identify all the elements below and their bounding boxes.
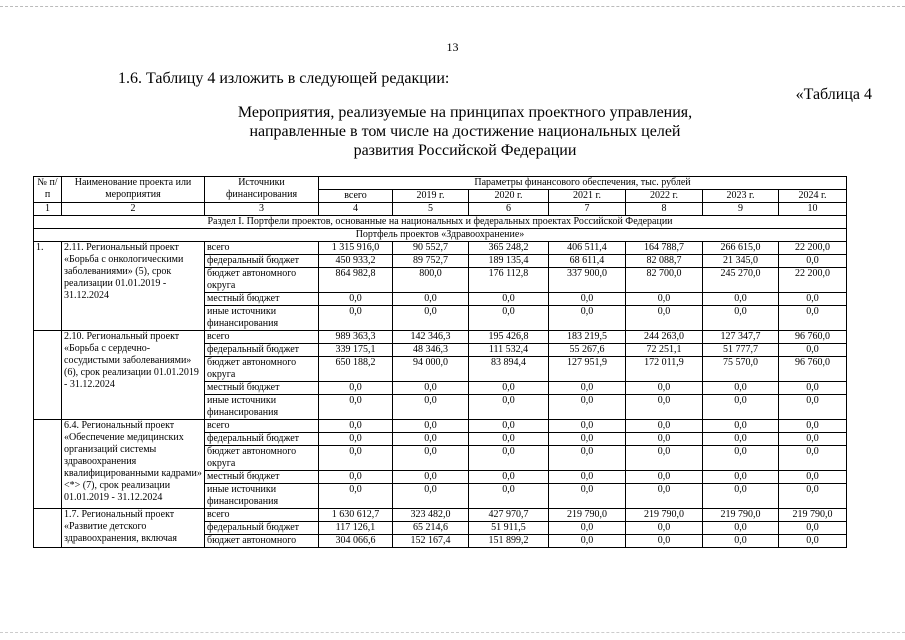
title-line: развития Российской Федерации: [353, 142, 577, 159]
amount-cell: 22 200,0: [779, 268, 847, 293]
amount-cell: 1 630 612,7: [319, 509, 393, 522]
amount-cell: 427 970,7: [469, 509, 549, 522]
amount-cell: 0,0: [393, 420, 469, 433]
amount-cell: 0,0: [626, 395, 703, 420]
amount-cell: 164 788,7: [626, 242, 703, 255]
amount-cell: 75 570,0: [703, 357, 779, 382]
project-name: 1.7. Региональный проект «Развитие детского здравоохранения, включая: [62, 509, 205, 548]
funding-source: бюджет автономного округа: [205, 446, 319, 471]
funding-source: всего: [205, 420, 319, 433]
amount-cell: 0,0: [319, 395, 393, 420]
funding-source: федеральный бюджет: [205, 433, 319, 446]
amount-cell: 219 790,0: [549, 509, 626, 522]
amount-cell: 72 251,1: [626, 344, 703, 357]
amount-cell: 0,0: [626, 535, 703, 548]
amount-cell: 0,0: [626, 382, 703, 395]
amount-cell: 0,0: [393, 446, 469, 471]
amount-cell: 0,0: [393, 395, 469, 420]
amount-cell: 1 315 916,0: [319, 242, 393, 255]
amount-cell: 0,0: [469, 446, 549, 471]
amount-cell: 0,0: [779, 484, 847, 509]
amount-cell: 0,0: [703, 484, 779, 509]
amount-cell: 266 615,0: [703, 242, 779, 255]
funding-source: местный бюджет: [205, 293, 319, 306]
amount-cell: 0,0: [319, 382, 393, 395]
amount-cell: 304 066,6: [319, 535, 393, 548]
title-line: Мероприятия, реализуемые на принципах проектного управления,: [237, 104, 693, 121]
funding-source: бюджет автономного округа: [205, 357, 319, 382]
amount-cell: 0,0: [549, 395, 626, 420]
scan-edge-top: [0, 6, 905, 8]
amount-cell: 0,0: [469, 471, 549, 484]
table-row: [34, 509, 847, 522]
index-cell: 3: [205, 203, 319, 216]
project-name: 2.10. Региональный проект «Борьба с сердечно-сосудистыми заболеваниями» (6), срок реализации 01.01.2019 - 31.12.2024: [62, 331, 205, 420]
funding-source: федеральный бюджет: [205, 344, 319, 357]
amount-cell: 111 532,4: [469, 344, 549, 357]
amount-cell: 0,0: [779, 395, 847, 420]
amount-cell: 127 951,9: [549, 357, 626, 382]
amount-cell: 22 200,0: [779, 242, 847, 255]
amount-cell: 0,0: [469, 293, 549, 306]
amount-cell: 0,0: [703, 306, 779, 331]
amount-cell: 0,0: [779, 382, 847, 395]
table-body: [34, 242, 847, 548]
amount-cell: 406 511,4: [549, 242, 626, 255]
row-number: [34, 509, 62, 548]
table-row: [34, 331, 847, 344]
amount-cell: 0,0: [393, 293, 469, 306]
header-num: № п/п: [34, 177, 62, 203]
table-label: «Таблица 4: [795, 86, 872, 103]
amount-cell: 0,0: [549, 306, 626, 331]
amount-cell: 245 270,0: [703, 268, 779, 293]
row-number: [34, 420, 62, 509]
amount-cell: 0,0: [319, 433, 393, 446]
portfolio-title: Портфель проектов «Здравоохранение»: [34, 229, 847, 242]
title-line: направленные в том числе на достижение национальных целей: [249, 123, 681, 140]
amount-cell: 0,0: [779, 535, 847, 548]
amount-cell: 0,0: [779, 433, 847, 446]
amount-cell: 176 112,8: [469, 268, 549, 293]
header-col-2022: 2022 г.: [626, 190, 703, 203]
amount-cell: 0,0: [779, 293, 847, 306]
header-col-2020: 2020 г.: [469, 190, 549, 203]
table-row: [34, 420, 847, 433]
financing-table: [33, 176, 847, 548]
amount-cell: 94 000,0: [393, 357, 469, 382]
amount-cell: 219 790,0: [779, 509, 847, 522]
amount-cell: 0,0: [549, 382, 626, 395]
amount-cell: 0,0: [626, 446, 703, 471]
amount-cell: 183 219,5: [549, 331, 626, 344]
amount-cell: 90 552,7: [393, 242, 469, 255]
amount-cell: 0,0: [469, 420, 549, 433]
amount-cell: 0,0: [549, 535, 626, 548]
amount-cell: 0,0: [319, 484, 393, 509]
amount-cell: 83 894,4: [469, 357, 549, 382]
amount-cell: 0,0: [703, 420, 779, 433]
amount-cell: 323 482,0: [393, 509, 469, 522]
amount-cell: 96 760,0: [779, 331, 847, 344]
amount-cell: 0,0: [626, 293, 703, 306]
amount-cell: 864 982,8: [319, 268, 393, 293]
amount-cell: 0,0: [779, 255, 847, 268]
amount-cell: 0,0: [703, 446, 779, 471]
amount-cell: 0,0: [393, 484, 469, 509]
amount-cell: 51 777,7: [703, 344, 779, 357]
amount-cell: 0,0: [393, 433, 469, 446]
index-cell: 9: [703, 203, 779, 216]
amount-cell: 0,0: [703, 395, 779, 420]
amount-cell: 0,0: [469, 395, 549, 420]
amount-cell: 0,0: [469, 382, 549, 395]
amount-cell: 0,0: [703, 433, 779, 446]
amount-cell: 0,0: [393, 306, 469, 331]
funding-source: федеральный бюджет: [205, 255, 319, 268]
amount-cell: 0,0: [549, 293, 626, 306]
funding-source: местный бюджет: [205, 471, 319, 484]
amount-cell: 219 790,0: [626, 509, 703, 522]
index-cell: 7: [549, 203, 626, 216]
amount-cell: 55 267,6: [549, 344, 626, 357]
amount-cell: 0,0: [319, 306, 393, 331]
amount-cell: 0,0: [779, 420, 847, 433]
amount-cell: 0,0: [319, 446, 393, 471]
amount-cell: 0,0: [703, 471, 779, 484]
index-cell: 2: [62, 203, 205, 216]
amount-cell: 0,0: [549, 522, 626, 535]
index-cell: 8: [626, 203, 703, 216]
amount-cell: 0,0: [549, 433, 626, 446]
amount-cell: 21 345,0: [703, 255, 779, 268]
amount-cell: 800,0: [393, 268, 469, 293]
amount-cell: 152 167,4: [393, 535, 469, 548]
header-col-2024: 2024 г.: [779, 190, 847, 203]
header-col-2021: 2021 г.: [549, 190, 626, 203]
header-name: Наименование проекта или мероприятия: [62, 177, 205, 203]
amount-cell: 0,0: [703, 293, 779, 306]
index-cell: 10: [779, 203, 847, 216]
funding-source: бюджет автономного округа: [205, 268, 319, 293]
amount-cell: 117 126,1: [319, 522, 393, 535]
amount-cell: 0,0: [626, 484, 703, 509]
amount-cell: 0,0: [626, 306, 703, 331]
funding-source: иные источники финансирования: [205, 395, 319, 420]
amount-cell: 0,0: [319, 471, 393, 484]
amount-cell: 0,0: [626, 471, 703, 484]
amount-cell: 0,0: [319, 420, 393, 433]
amount-cell: 0,0: [549, 420, 626, 433]
amount-cell: 172 011,9: [626, 357, 703, 382]
amount-cell: 82 700,0: [626, 268, 703, 293]
amount-cell: 0,0: [393, 382, 469, 395]
amount-cell: 337 900,0: [549, 268, 626, 293]
amount-cell: 89 752,7: [393, 255, 469, 268]
amount-cell: 339 175,1: [319, 344, 393, 357]
amount-cell: 82 088,7: [626, 255, 703, 268]
section-title: Раздел I. Портфели проектов, основанные на национальных и федеральных проектах Российской Федерации: [34, 216, 847, 229]
index-cell: 4: [319, 203, 393, 216]
amount-cell: 0,0: [703, 382, 779, 395]
funding-source: иные источники финансирования: [205, 484, 319, 509]
amount-cell: 365 248,2: [469, 242, 549, 255]
funding-source: местный бюджет: [205, 382, 319, 395]
row-number: 1.: [34, 242, 62, 331]
table-row: [34, 242, 847, 255]
amount-cell: 0,0: [626, 433, 703, 446]
amount-cell: 0,0: [626, 522, 703, 535]
funding-source: бюджет автономного: [205, 535, 319, 548]
index-cell: 1: [34, 203, 62, 216]
amount-cell: 0,0: [549, 484, 626, 509]
header-sources: Источники финансирования: [205, 177, 319, 203]
amendment-heading: 1.6. Таблицу 4 изложить в следующей редакции:: [118, 70, 450, 87]
amount-cell: 142 346,3: [393, 331, 469, 344]
amount-cell: 0,0: [393, 471, 469, 484]
amount-cell: 0,0: [319, 293, 393, 306]
funding-source: всего: [205, 331, 319, 344]
header-col-2019: 2019 г.: [393, 190, 469, 203]
amount-cell: 0,0: [469, 484, 549, 509]
amount-cell: 0,0: [779, 471, 847, 484]
index-cell: 6: [469, 203, 549, 216]
project-name: 6.4. Региональный проект «Обеспечение медицинских организаций системы здравоохранения квалифицированными кадрами» <*> (7), срок реализации 01.01.2019 - 31.12.2024: [62, 420, 205, 509]
amount-cell: 0,0: [779, 522, 847, 535]
header-col-total: всего: [319, 190, 393, 203]
amount-cell: 65 214,6: [393, 522, 469, 535]
amount-cell: 96 760,0: [779, 357, 847, 382]
amount-cell: 0,0: [779, 344, 847, 357]
amount-cell: 450 933,2: [319, 255, 393, 268]
funding-source: всего: [205, 509, 319, 522]
scan-edge-bottom: [0, 632, 905, 634]
amount-cell: 0,0: [703, 522, 779, 535]
amount-cell: 189 135,4: [469, 255, 549, 268]
amount-cell: 0,0: [549, 446, 626, 471]
amount-cell: 0,0: [703, 535, 779, 548]
amount-cell: 48 346,3: [393, 344, 469, 357]
amount-cell: 0,0: [469, 306, 549, 331]
row-number: [34, 331, 62, 420]
funding-source: федеральный бюджет: [205, 522, 319, 535]
index-cell: 5: [393, 203, 469, 216]
column-index-row: [34, 203, 847, 216]
amount-cell: 650 188,2: [319, 357, 393, 382]
project-name: 2.11. Региональный проект «Борьба с онкологическими заболеваниями» (5), срок реализации 01.01.2019 - 31.12.2024: [62, 242, 205, 331]
amount-cell: 219 790,0: [703, 509, 779, 522]
amount-cell: 0,0: [549, 471, 626, 484]
amount-cell: 127 347,7: [703, 331, 779, 344]
amount-cell: 0,0: [626, 420, 703, 433]
table-title: [200, 103, 730, 160]
funding-source: иные источники финансирования: [205, 306, 319, 331]
header-params: Параметры финансового обеспечения, тыс. рублей: [319, 177, 847, 190]
amount-cell: 989 363,3: [319, 331, 393, 344]
amount-cell: 151 899,2: [469, 535, 549, 548]
header-col-2023: 2023 г.: [703, 190, 779, 203]
funding-source: всего: [205, 242, 319, 255]
amount-cell: 68 611,4: [549, 255, 626, 268]
amount-cell: 195 426,8: [469, 331, 549, 344]
amount-cell: 0,0: [469, 433, 549, 446]
amount-cell: 0,0: [779, 306, 847, 331]
page-number: 13: [446, 40, 459, 54]
amount-cell: 0,0: [779, 446, 847, 471]
amount-cell: 244 263,0: [626, 331, 703, 344]
amount-cell: 51 911,5: [469, 522, 549, 535]
